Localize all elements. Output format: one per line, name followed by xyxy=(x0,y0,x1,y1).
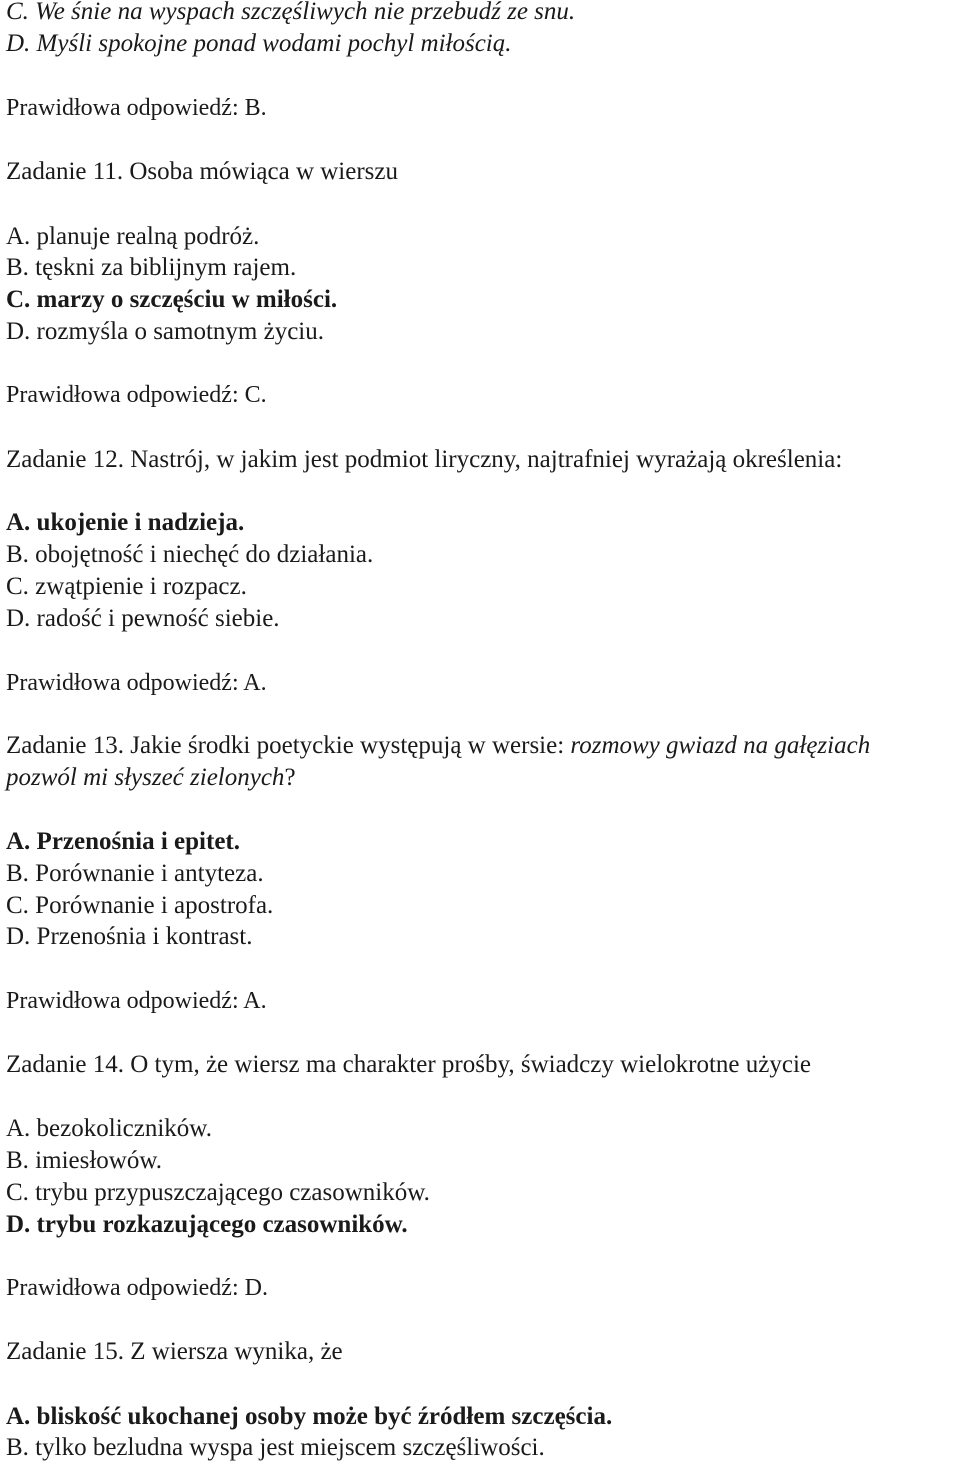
task-13-question-line2 xyxy=(6,763,296,793)
task-14-option-c: C. trybu przypuszczającego czasowników. xyxy=(6,1179,430,1206)
task-14-answer: Prawidłowa odpowiedź: D. xyxy=(6,1275,268,1301)
task-15-option-a: A. bliskość ukochanej osoby może być źródłem szczęścia. xyxy=(6,1403,613,1430)
task-13-question-line1 xyxy=(6,731,870,761)
task-14-option-d: D. trybu rozkazującego czasowników. xyxy=(6,1211,408,1238)
task-12-option-d: D. radość i pewność siebie. xyxy=(6,605,280,632)
task-13-option-a: A. Przenośnia i epitet. xyxy=(6,828,240,855)
task-13-question-suffix: ? xyxy=(284,764,296,791)
task-11-option-c: C. marzy o szczęściu w miłości. xyxy=(6,286,338,313)
task-14-option-b: B. imiesłowów. xyxy=(6,1147,163,1174)
option-c-prev: C. We śnie na wyspach szczęśliwych nie przebudź ze snu. xyxy=(6,0,576,25)
task-13-answer: Prawidłowa odpowiedź: A. xyxy=(6,988,267,1014)
task-14-question: Zadanie 14. O tym, że wiersz ma charakter prośby, świadczy wielokrotne użycie xyxy=(6,1051,812,1078)
task-13-question-prefix: Zadanie 13. Jakie środki poetyckie występują w wersie: xyxy=(6,732,571,759)
task-12-option-c: C. zwątpienie i rozpacz. xyxy=(6,573,247,600)
task-13-quote-part2: pozwól mi słyszeć zielonych xyxy=(6,764,285,791)
answer-prev: Prawidłowa odpowiedź: B. xyxy=(6,95,267,121)
task-12-answer: Prawidłowa odpowiedź: A. xyxy=(6,670,267,696)
task-15-question: Zadanie 15. Z wiersza wynika, że xyxy=(6,1338,343,1365)
task-11-answer: Prawidłowa odpowiedź: C. xyxy=(6,382,267,408)
task-12-option-b: B. obojętność i niechęć do działania. xyxy=(6,541,374,568)
task-11-option-d: D. rozmyśla o samotnym życiu. xyxy=(6,318,324,345)
task-14-option-a: A. bezokoliczników. xyxy=(6,1115,212,1142)
task-11-option-b: B. tęskni za biblijnym rajem. xyxy=(6,254,297,281)
task-13-quote-part1: rozmowy gwiazd na gałęziach xyxy=(570,732,871,759)
option-d-prev: D. Myśli spokojne ponad wodami pochyl miłością. xyxy=(6,30,512,57)
task-13-option-c: C. Porównanie i apostrofa. xyxy=(6,892,274,919)
task-12-question: Zadanie 12. Nastrój, w jakim jest podmiot liryczny, najtrafniej wyrażają określenia: xyxy=(6,446,843,473)
task-11-option-a: A. planuje realną podróż. xyxy=(6,223,260,250)
task-15-option-b: B. tylko bezludna wyspa jest miejscem szczęśliwości. xyxy=(6,1434,545,1461)
task-13-option-b: B. Porównanie i antyteza. xyxy=(6,860,264,887)
task-12-option-a: A. ukojenie i nadzieja. xyxy=(6,509,245,536)
task-11-question: Zadanie 11. Osoba mówiąca w wierszu xyxy=(6,158,398,185)
task-13-option-d: D. Przenośnia i kontrast. xyxy=(6,923,253,950)
